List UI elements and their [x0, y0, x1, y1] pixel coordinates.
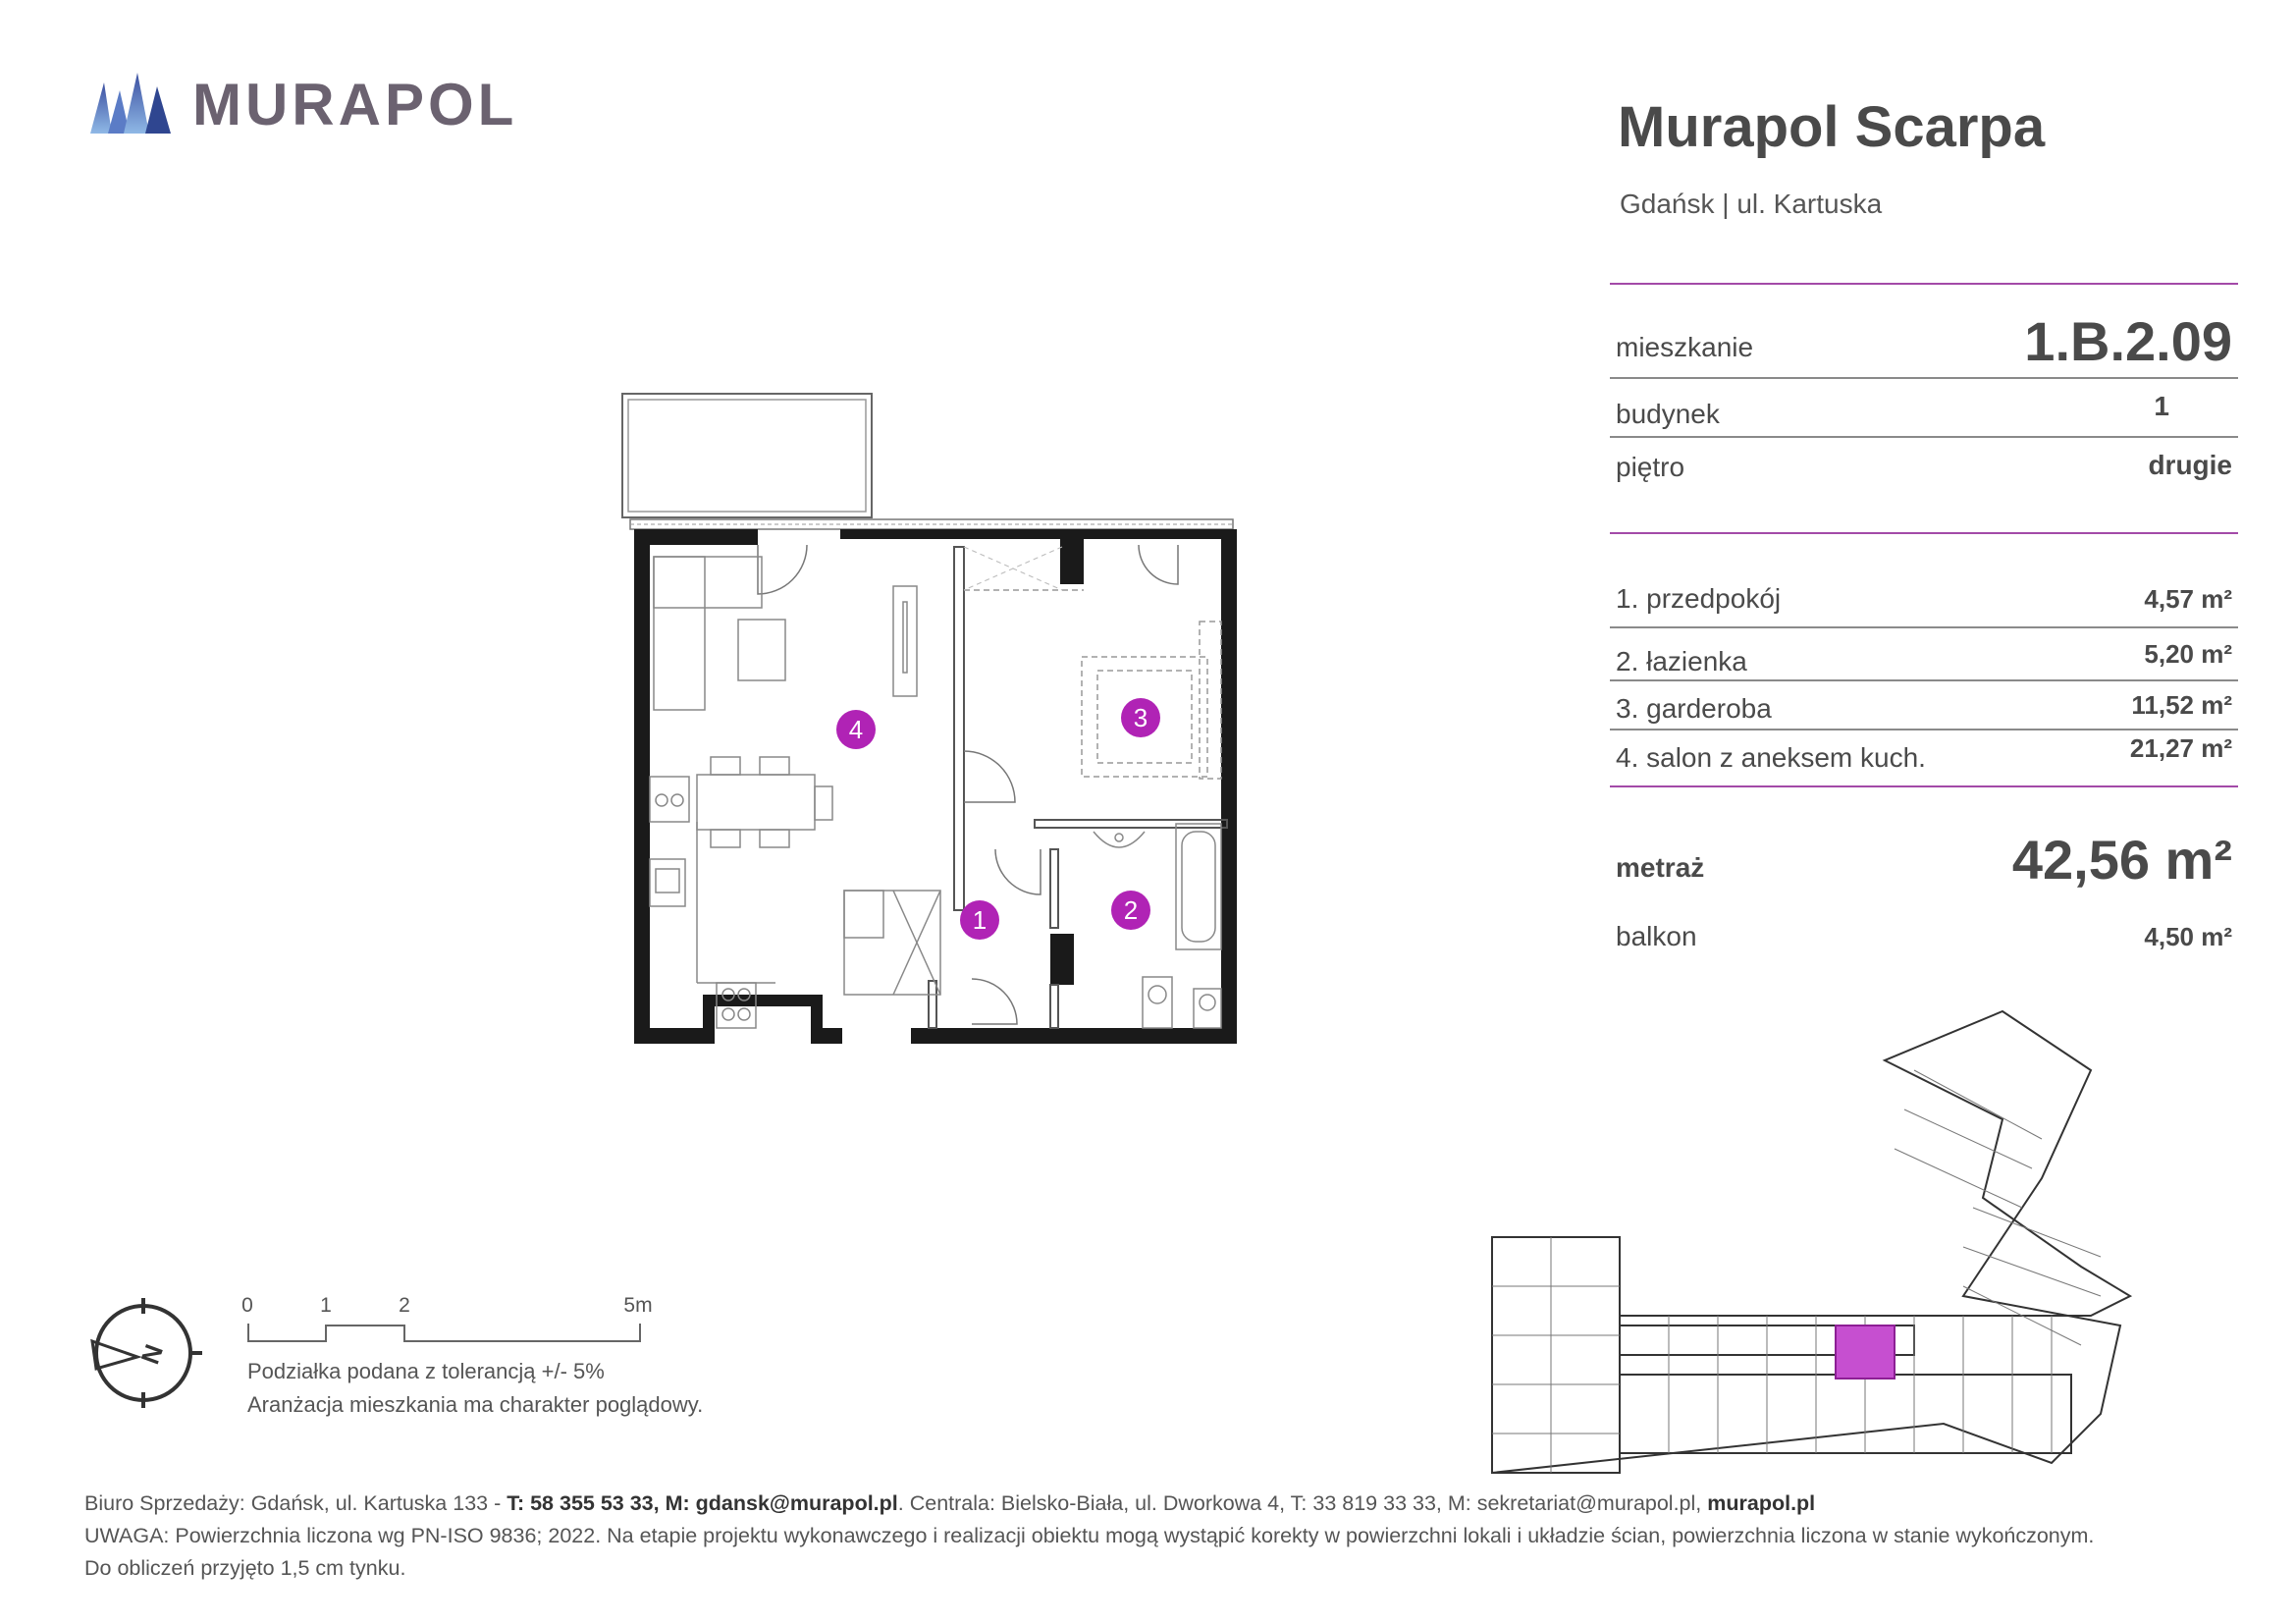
- scale-notes: [247, 1355, 703, 1422]
- building-label: budynek: [1616, 399, 1720, 429]
- apartment-highlight: [1836, 1325, 1895, 1379]
- floor-label: piętro: [1616, 452, 1685, 482]
- footer: [84, 1488, 2283, 1585]
- apartment-number: 1.B.2.09: [2024, 310, 2232, 372]
- balcony-row: [1610, 895, 2238, 952]
- building-row: [1610, 379, 2238, 436]
- svg-text:N: N: [134, 1340, 170, 1369]
- footer-disclaimer: UWAGA: Powierzchnia liczona wg PN-ISO 9836; 2022. Na etapie projektu wykonawczego i realizacji obiektu mogą wystąpić korekty w powierzchni lokali i układzie ścian, powierzchnia liczona w stanie wykończonym.: [84, 1524, 2095, 1547]
- scale-tick-0: 0: [241, 1294, 253, 1317]
- room-name: 3. garderoba: [1616, 693, 1772, 724]
- murapol-logo-icon: [90, 73, 171, 134]
- floor-row: [1610, 438, 2238, 489]
- apartment-info-panel: [1610, 283, 2238, 952]
- room-marker-3: 3: [1133, 703, 1148, 732]
- scale-tick-2: 2: [399, 1294, 410, 1317]
- room-name: 2. łazienka: [1616, 646, 1747, 676]
- room-row: [1610, 681, 2238, 729]
- building-value: 1: [2154, 391, 2169, 421]
- arrangement-note: Aranżacja mieszkania ma charakter poglądowy.: [247, 1392, 704, 1417]
- brand-logo: [90, 71, 518, 139]
- total-area-row: [1610, 787, 2238, 895]
- total-area-label: metraż: [1616, 852, 1705, 883]
- tolerance-note: Podziałka podana z tolerancją +/- 5%: [247, 1359, 605, 1383]
- floor-value: drugie: [2148, 450, 2232, 480]
- footer-sales-office: Biuro Sprzedaży: Gdańsk, ul. Kartuska 133 -: [84, 1491, 507, 1515]
- footer-website-link[interactable]: murapol.pl: [1707, 1491, 1816, 1515]
- room-row: [1610, 534, 2238, 626]
- room-area: 4,57 m²: [2144, 584, 2232, 614]
- room-marker-2: 2: [1123, 895, 1139, 925]
- room-area: 21,27 m²: [2129, 733, 2232, 763]
- room-name: 4. salon z aneksem kuch.: [1616, 742, 1926, 773]
- room-marker-4: 4: [848, 715, 864, 744]
- room-name: 1. przedpokój: [1616, 583, 1782, 614]
- footer-plaster-note: Do obliczeń przyjęto 1,5 cm tynku.: [84, 1556, 406, 1580]
- balcony-value: 4,50 m²: [2144, 922, 2232, 951]
- compass-north-icon: [86, 1294, 204, 1412]
- floor-plan: [618, 388, 1256, 1051]
- project-address: Gdańsk | ul. Kartuska: [1620, 189, 1883, 219]
- footer-contact-line: [84, 1488, 2283, 1520]
- scale-tick-5: 5m: [623, 1294, 653, 1317]
- apartment-row: [1610, 285, 2238, 377]
- footer-sales-phone-email: T: 58 355 53 33, M: gdansk@murapol.pl: [507, 1491, 898, 1515]
- room-marker-1: 1: [972, 905, 988, 935]
- room-area: 11,52 m²: [2131, 690, 2232, 720]
- footer-headquarters: . Centrala: Bielsko-Biała, ul. Dworkowa 4, T: 33 819 33 33, M: sekretariat@murapol.pl,: [897, 1491, 1708, 1515]
- room-area: 5,20 m²: [2144, 639, 2232, 669]
- project-title: Murapol Scarpa: [1618, 95, 2046, 159]
- room-row: [1610, 730, 2238, 785]
- room-row: [1610, 628, 2238, 679]
- total-area-value: 42,56 m²: [2011, 829, 2232, 891]
- scale-bar: [243, 1286, 675, 1345]
- balcony-label: balkon: [1616, 921, 1697, 951]
- apartment-label: mieszkanie: [1616, 332, 1754, 362]
- brand-name: MURAPOL: [192, 72, 518, 137]
- scale-tick-1: 1: [320, 1294, 332, 1317]
- building-site-plan: [1453, 1001, 2258, 1492]
